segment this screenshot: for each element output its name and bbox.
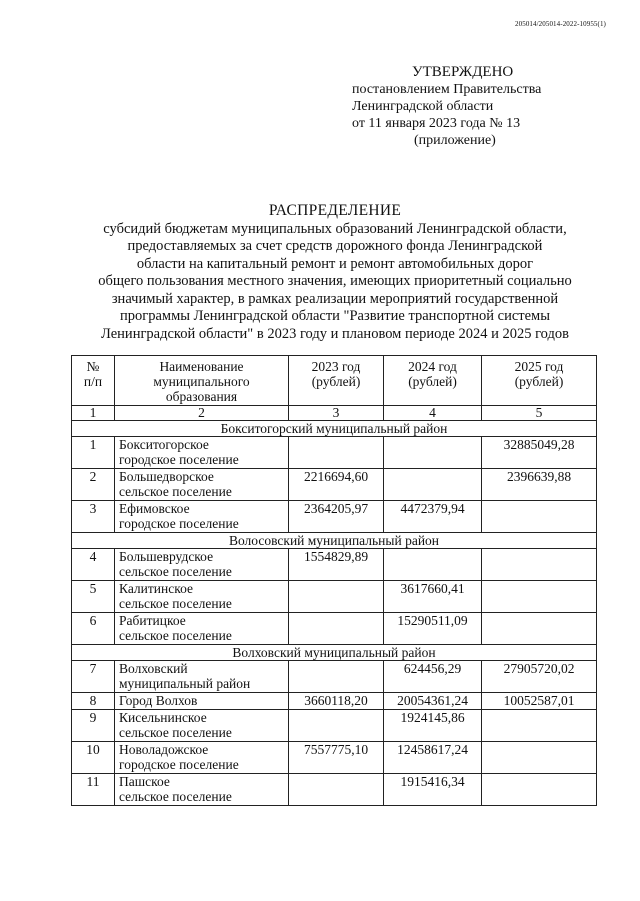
- document-title: РАСПРЕДЕЛЕНИЕ: [268, 202, 402, 219]
- municipality-name-line1: Пашское: [119, 774, 170, 789]
- municipality-name-line1: Ефимовское: [119, 501, 190, 516]
- index-cell: 1: [72, 406, 115, 421]
- municipality-name-line1: Кисельнинское: [119, 710, 207, 725]
- row-number: 11: [72, 774, 115, 806]
- municipality-name-line1: Новоладожское: [119, 742, 209, 757]
- municipality-name: [115, 549, 289, 581]
- document-heading: [60, 202, 610, 343]
- amount-2025: 2396639,88: [482, 469, 597, 501]
- row-number: 4: [72, 549, 115, 581]
- amount-2025: [482, 710, 597, 742]
- approval-line: от 11 января 2023 года № 13: [352, 116, 521, 131]
- amount-2023: [289, 437, 384, 469]
- amount-2025: [482, 581, 597, 613]
- municipality-name-line2: сельское поселение: [119, 596, 232, 611]
- municipality-name-line2: сельское поселение: [119, 484, 232, 499]
- amount-2024: 20054361,24: [384, 693, 482, 710]
- section-title: Бокситогорский муниципальный район: [72, 421, 597, 437]
- row-number: 10: [72, 742, 115, 774]
- header-name: Наименование муниципального образования: [115, 356, 289, 406]
- amount-2024: 15290511,09: [384, 613, 482, 645]
- municipality-name: [115, 693, 289, 710]
- amount-2023: 1554829,89: [289, 549, 384, 581]
- header-2023: 2023 год (рублей): [289, 356, 384, 406]
- subsidy-table: [71, 355, 597, 806]
- amount-2023: 7557775,10: [289, 742, 384, 774]
- municipality-name-line2: городское поселение: [119, 516, 239, 531]
- amount-2025: 32885049,28: [482, 437, 597, 469]
- table-row: [72, 549, 597, 581]
- header-num: № п/п: [72, 356, 115, 406]
- approval-line: Ленинградской области: [352, 99, 494, 114]
- municipality-name: [115, 661, 289, 693]
- index-cell: 5: [482, 406, 597, 421]
- heading-line: общего пользования местного значения, имеющих приоритетный социально: [98, 273, 572, 289]
- amount-2024: 1915416,34: [384, 774, 482, 806]
- municipality-name: [115, 774, 289, 806]
- amount-2024: [384, 469, 482, 501]
- row-number: 8: [72, 693, 115, 710]
- header-2025: 2025 год (рублей): [482, 356, 597, 406]
- index-cell: 4: [384, 406, 482, 421]
- approval-line: постановлением Правительства: [352, 82, 542, 97]
- row-number: 1: [72, 437, 115, 469]
- municipality-name: [115, 710, 289, 742]
- section-row: [72, 421, 597, 437]
- municipality-name: [115, 581, 289, 613]
- municipality-name: [115, 613, 289, 645]
- table-row: [72, 437, 597, 469]
- amount-2025: [482, 613, 597, 645]
- amount-2025: 27905720,02: [482, 661, 597, 693]
- heading-line: значимый характер, в рамках реализации мероприятий государственной: [111, 290, 559, 307]
- amount-2025: [482, 742, 597, 774]
- section-row: [72, 645, 597, 661]
- amount-2023: 2364205,97: [289, 501, 384, 533]
- amount-2025: 10052587,01: [482, 693, 597, 710]
- municipality-name-line2: муниципальный район: [119, 676, 251, 691]
- amount-2024: [384, 549, 482, 581]
- table-row: [72, 501, 597, 533]
- table-header-row: [72, 356, 597, 406]
- amount-2025: [482, 501, 597, 533]
- section-title: Волховский муниципальный район: [72, 645, 597, 661]
- amount-2024: 1924145,86: [384, 710, 482, 742]
- table-row: [72, 469, 597, 501]
- table-row: [72, 710, 597, 742]
- municipality-name-line1: Большедворское: [119, 469, 214, 484]
- municipality-name-line2: сельское поселение: [119, 628, 232, 643]
- index-row: [72, 406, 597, 421]
- amount-2023: [289, 710, 384, 742]
- amount-2024: 3617660,41: [384, 581, 482, 613]
- municipality-name-line1: Бокситогорское: [119, 437, 209, 452]
- heading-line: программы Ленинградской области "Развитие транспортной системы: [120, 308, 550, 324]
- approval-block: [352, 64, 582, 149]
- municipality-name-line2: сельское поселение: [119, 789, 232, 804]
- amount-2025: [482, 774, 597, 806]
- amount-2024: [384, 437, 482, 469]
- heading-line: Ленинградской области" в 2023 году и плановом периоде 2024 и 2025 годов: [101, 325, 569, 342]
- amount-2023: [289, 613, 384, 645]
- index-cell: 3: [289, 406, 384, 421]
- amount-2023: [289, 774, 384, 806]
- approval-title: УТВЕРЖДЕНО: [412, 64, 514, 80]
- amount-2024: 624456,29: [384, 661, 482, 693]
- municipality-name-line1: Волховский: [119, 661, 188, 676]
- row-number: 9: [72, 710, 115, 742]
- section-row: [72, 533, 597, 549]
- amount-2024: 12458617,24: [384, 742, 482, 774]
- table-row: [72, 774, 597, 806]
- row-number: 6: [72, 613, 115, 645]
- amount-2023: [289, 661, 384, 693]
- municipality-name-line1: Рабитицкое: [119, 613, 186, 628]
- document-id: 205014/205014-2022-10955(1): [515, 20, 606, 28]
- section-title: Волосовский муниципальный район: [72, 533, 597, 549]
- row-number: 5: [72, 581, 115, 613]
- municipality-name: [115, 469, 289, 501]
- amount-2023: 2216694,60: [289, 469, 384, 501]
- index-cell: 2: [115, 406, 289, 421]
- municipality-name-line1: Большеврудское: [119, 549, 214, 564]
- heading-line: субсидий бюджетам муниципальных образований Ленинградской области,: [103, 220, 567, 237]
- table-row: [72, 661, 597, 693]
- municipality-name: [115, 501, 289, 533]
- amount-2025: [482, 549, 597, 581]
- municipality-name-line1: Город Волхов: [119, 693, 198, 708]
- municipality-name: [115, 742, 289, 774]
- amount-2024: 4472379,94: [384, 501, 482, 533]
- row-number: 7: [72, 661, 115, 693]
- row-number: 3: [72, 501, 115, 533]
- amount-2023: [289, 581, 384, 613]
- municipality-name-line1: Калитинское: [119, 581, 194, 596]
- municipality-name: [115, 437, 289, 469]
- header-2024: 2024 год (рублей): [384, 356, 482, 406]
- amount-2023: 3660118,20: [289, 693, 384, 710]
- municipality-name-line2: городское поселение: [119, 452, 239, 467]
- table-row: [72, 742, 597, 774]
- table-row: [72, 693, 597, 710]
- municipality-name-line2: городское поселение: [119, 757, 239, 772]
- municipality-name-line2: сельское поселение: [119, 564, 232, 579]
- approval-line: (приложение): [414, 133, 496, 148]
- row-number: 2: [72, 469, 115, 501]
- municipality-name-line2: сельское поселение: [119, 725, 232, 740]
- heading-line: предоставляемых за счет средств дорожного фонда Ленинградской: [127, 238, 543, 254]
- heading-line: области на капитальный ремонт и ремонт автомобильных дорог: [136, 255, 534, 272]
- table-row: [72, 581, 597, 613]
- table-row: [72, 613, 597, 645]
